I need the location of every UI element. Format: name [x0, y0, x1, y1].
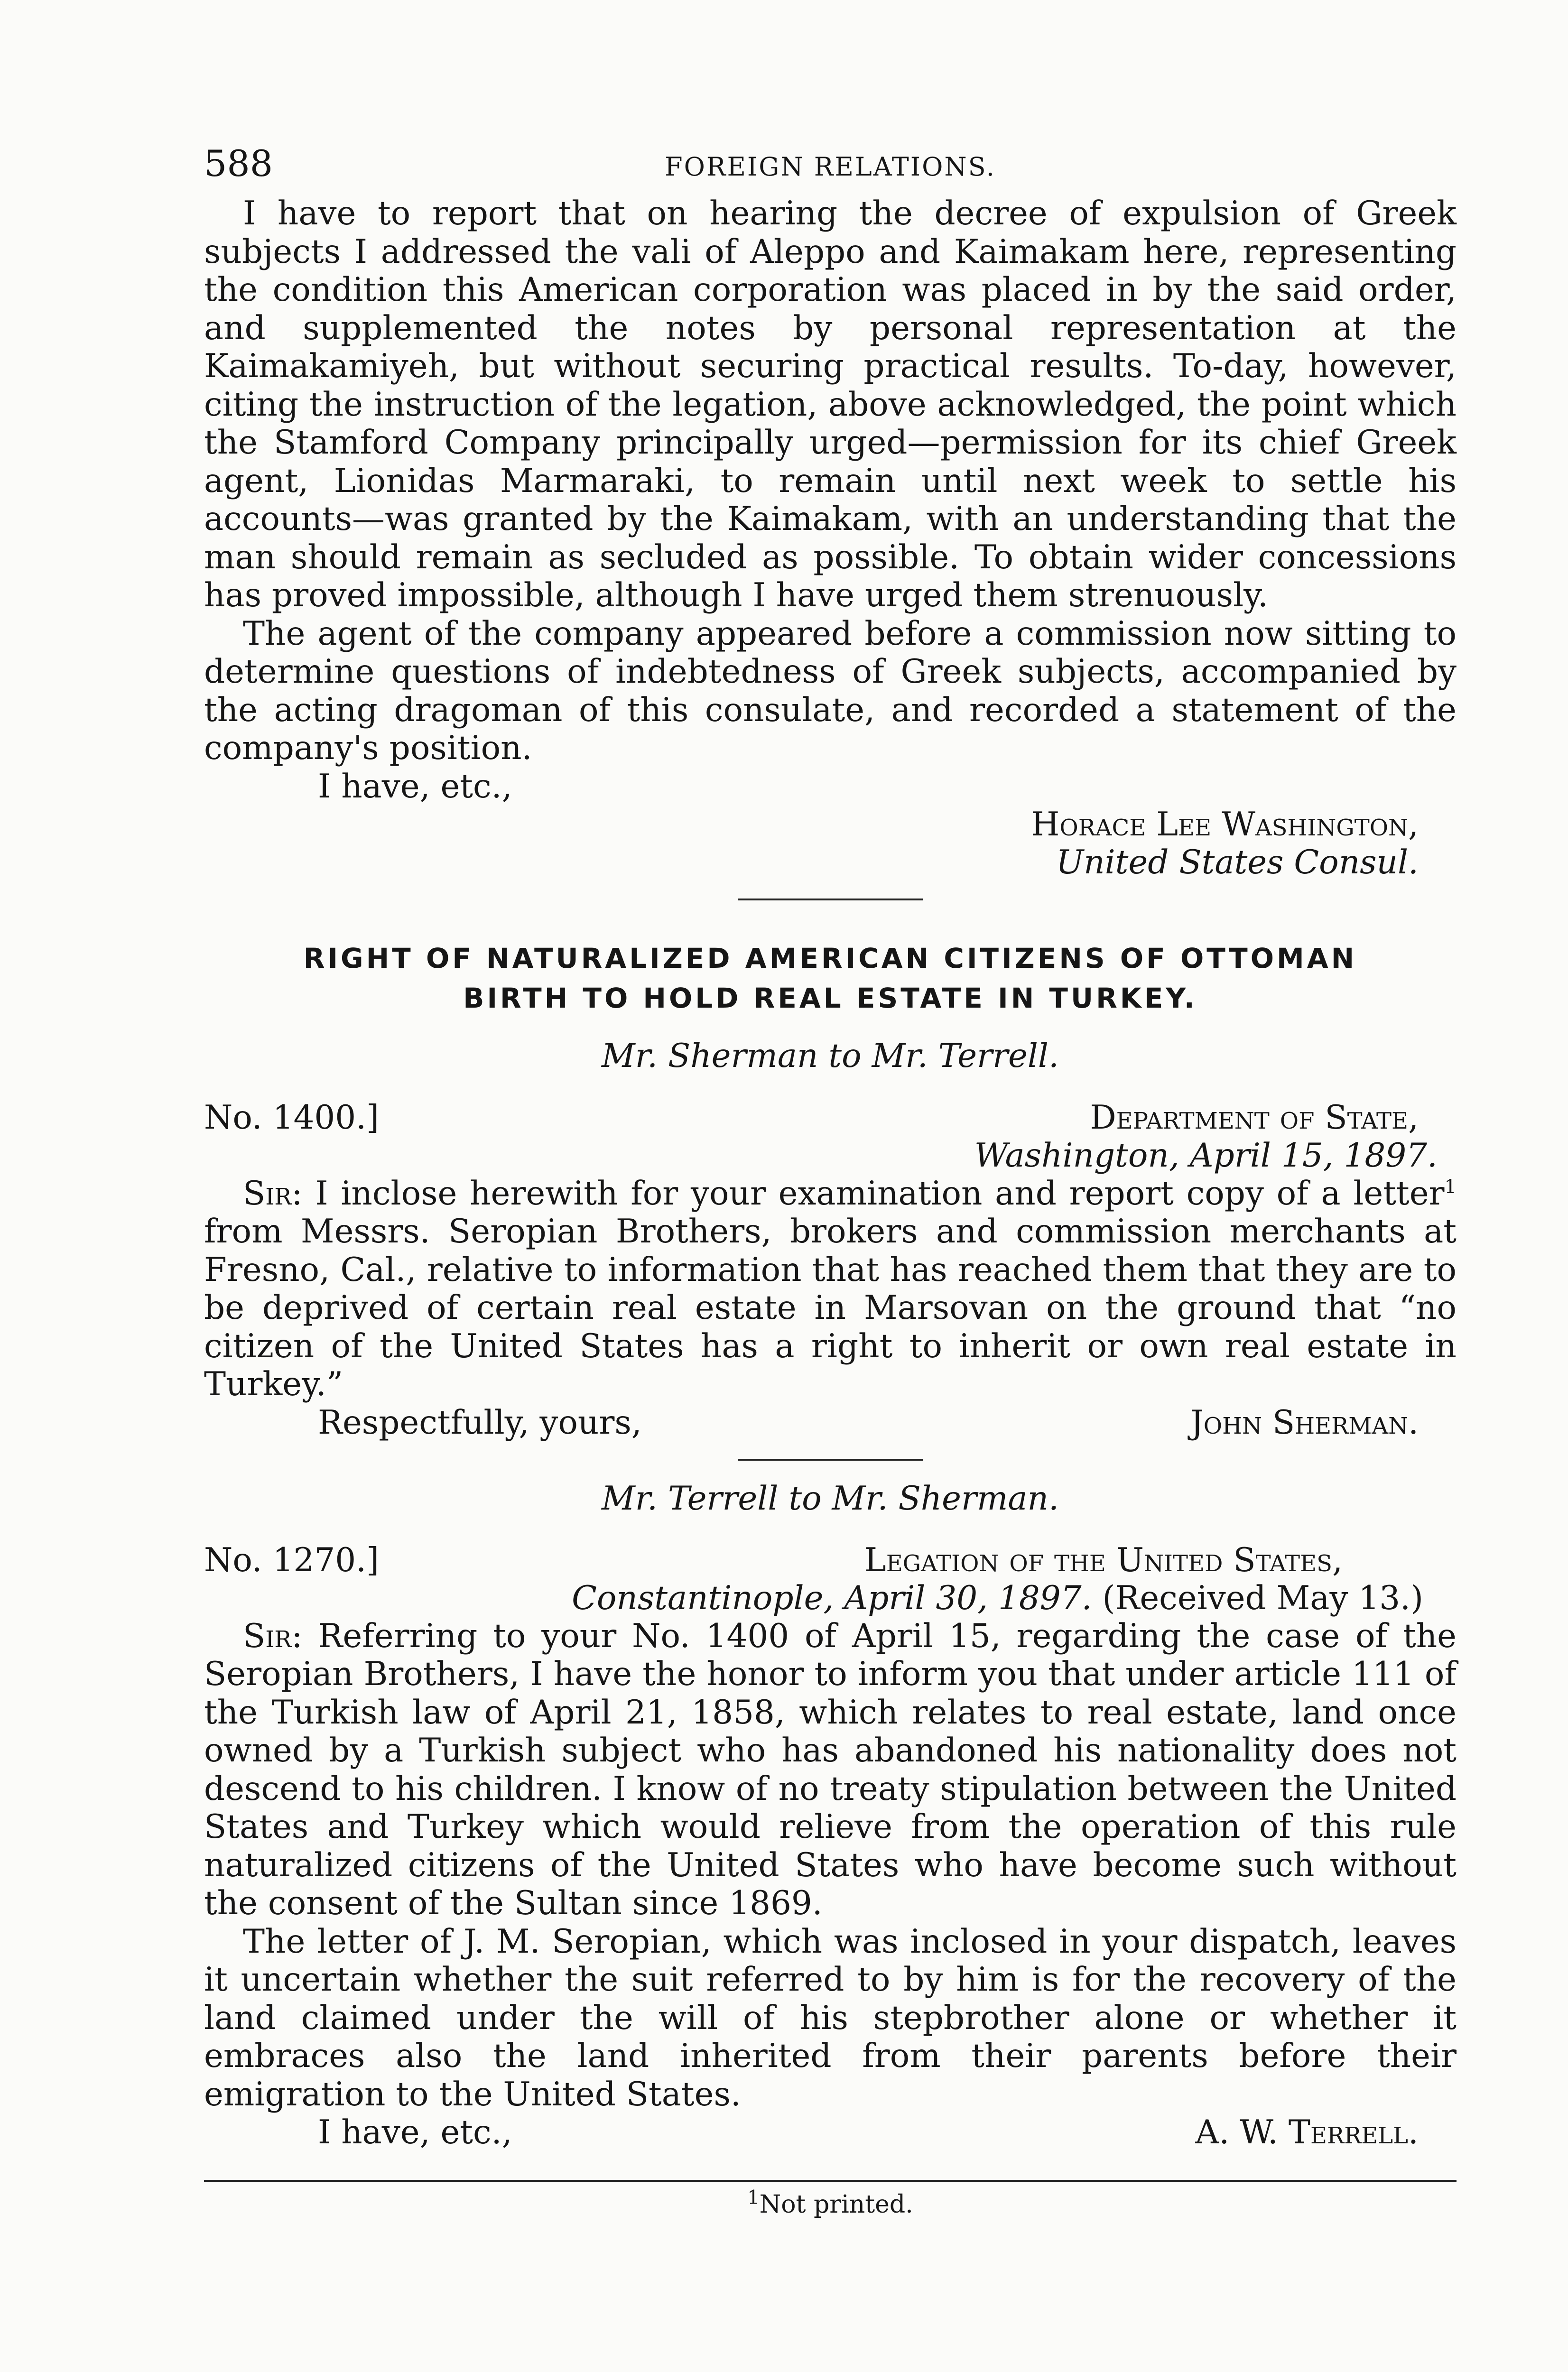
sherman-letter-body	[204, 1175, 1457, 1404]
sherman-letter-office: Department of State,	[1090, 1098, 1419, 1137]
terrell-letter-paragraph-2: The letter of J. M. Seropian, which was inclosed in your dispatch, leaves it uncertain whether the suit referred to by him is for the recovery of the land claimed under the will of his stepbrother alone or whether it embraces also the land inherited from their parents before their emigration to the United States.	[204, 1922, 1457, 2113]
sherman-letter-dispatch-line	[204, 1099, 1457, 1137]
letter-divider	[738, 1459, 923, 1461]
sherman-letter-number: No. 1400.]	[204, 1098, 380, 1137]
terrell-letter-place-date: Constantinople, April 30, 1897.	[572, 1579, 1092, 1617]
consul-letter	[204, 195, 1457, 881]
terrell-letter-closing: I have, etc.,	[318, 2113, 512, 2151]
footnote-text: Not printed.	[759, 2190, 913, 2219]
consul-signature-block	[204, 806, 1457, 881]
terrell-letter-number: No. 1270.]	[204, 1541, 380, 1579]
section-title-line-1: RIGHT OF NATURALIZED AMERICAN CITIZENS OF OTTOMAN	[303, 942, 1357, 974]
terrell-letter-received: (Received May 13.)	[1102, 1579, 1423, 1617]
running-title: FOREIGN RELATIONS.	[665, 152, 996, 182]
consul-signature-title: United States Consul.	[1056, 843, 1419, 881]
terrell-letter-paragraph-1	[204, 1617, 1457, 1923]
terrell-letter-heading: Mr. Terrell to Mr. Sherman.	[602, 1479, 1059, 1518]
consul-signature: Horace Lee Washington,	[1031, 805, 1419, 843]
sherman-body-part-b: from Messrs. Seropian Brothers, brokers and commission merchants at Fresno, Cal., relative to information that has reached them that they are to be deprived of certain real estate in Marsovan on the ground that “no citizen of the United States has a right to inherit or own real estate in Turkey.”	[204, 1213, 1457, 1403]
terrell-signature: A. W. Terrell.	[1195, 2113, 1419, 2151]
section-title	[204, 938, 1457, 1018]
terrell-letter-dispatch-line	[204, 1541, 1457, 1579]
sherman-letter-closing-line	[318, 1404, 1457, 1442]
sherman-signature: John Sherman.	[1190, 1403, 1419, 1442]
sherman-letter	[204, 1037, 1457, 1442]
terrell-letter	[204, 1480, 1457, 2152]
sherman-body-part-a: I inclose herewith for your examination and report copy of a letter	[315, 1174, 1445, 1213]
footnote-rule	[204, 2180, 1457, 2182]
terrell-body-part-1: Referring to your No. 1400 of April 15, regarding the case of the Seropian Brothers, I have the honor to inform you that under article 111 of the Turkish law of April 21, 1858, which relates to real estate, land once owned by a Turkish subject who has abandoned his nationality does not descend to his children. I know of no treaty stipulation between the United States and Turkey which would relieve from the operation of this rule naturalized citizens of the United States who have become such without the consent of the Sultan since 1869.	[204, 1617, 1457, 1922]
footnote-mark: 1	[747, 2187, 760, 2209]
section-divider	[738, 899, 923, 900]
sherman-letter-heading: Mr. Sherman to Mr. Terrell.	[602, 1037, 1059, 1075]
footnote-reference: 1	[1444, 1176, 1457, 1198]
consul-letter-paragraph-1: I have to report that on hearing the decree of expulsion of Greek subjects I addressed the vali of Aleppo and Kaimakam here, representing the condition this American corporation was placed in by the said order, and supplemented the notes by personal representation at the Kaimakamiyeh, but without securing practical results. To-day, however, citing the instruction of the legation, above acknowledged, the point which the Stamford Company principally urged—permission for its chief Greek agent, Lionidas Marmaraki, to remain until next week to settle his accounts—was granted by the Kaimakam, with an understanding that the man should remain as secluded as possible. To obtain wider concessions has proved impossible, although I have urged them strenuously.	[204, 195, 1457, 614]
page-header	[204, 142, 1457, 195]
sherman-salutation: Sir:	[243, 1174, 303, 1213]
terrell-letter-place-date-line	[204, 1579, 1457, 1617]
consul-letter-closing: I have, etc.,	[318, 767, 512, 806]
consul-letter-paragraph-2: The agent of the company appeared before a commission now sitting to determine questions of indebtedness of Greek subjects, accompanied by the acting dragoman of this consulate, and recorded a statement of the company's position.	[204, 614, 1457, 767]
section-title-line-2: BIRTH TO HOLD REAL ESTATE IN TURKEY.	[463, 982, 1197, 1014]
page-number: 588	[204, 142, 273, 185]
terrell-letter-office: Legation of the United States,	[864, 1541, 1343, 1579]
document-page	[204, 142, 1457, 2219]
terrell-letter-closing-line	[318, 2113, 1457, 2151]
sherman-letter-closing: Respectfully, yours,	[318, 1403, 642, 1442]
terrell-salutation: Sir:	[243, 1617, 303, 1655]
sherman-letter-place-date: Washington, April 15, 1897.	[974, 1136, 1438, 1175]
footnote	[204, 2187, 1457, 2219]
